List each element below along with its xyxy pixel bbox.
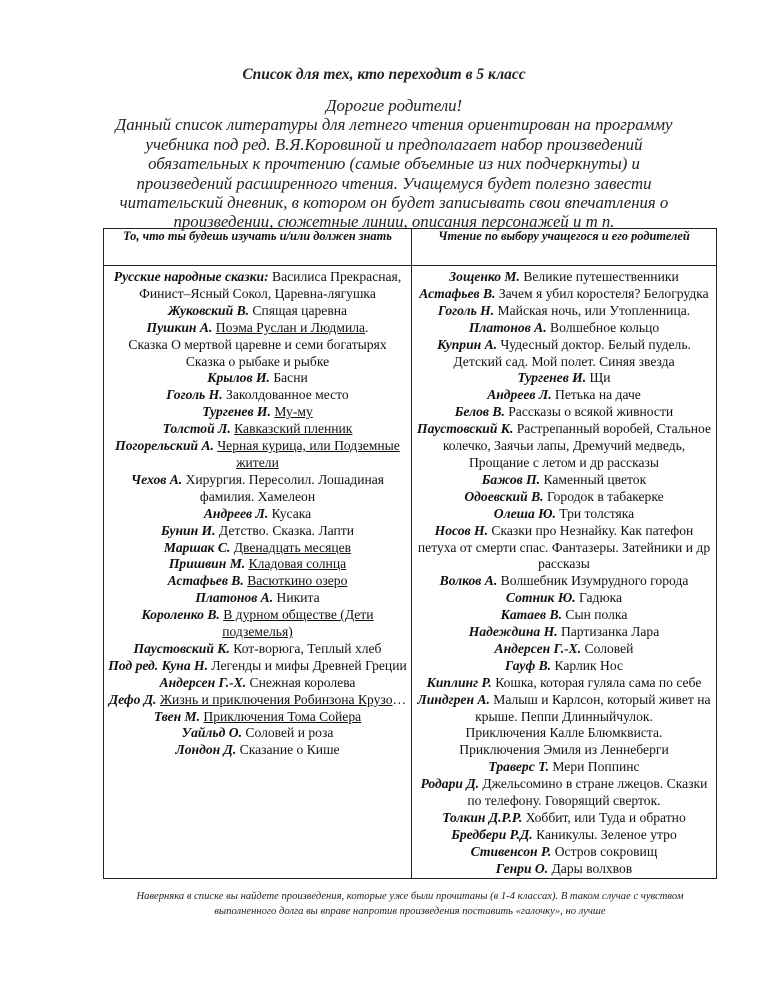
list-item (415, 692, 713, 726)
work-title: Сказка о рыбаке и рыбке (185, 353, 330, 369)
author-name: Сотник Ю. (505, 590, 576, 606)
work-title: Городок в табакерке (543, 488, 664, 504)
list-item (107, 421, 408, 438)
author-name: Паустовский К. (417, 421, 514, 437)
work-title: Чудесный доктор. Белый пудель. Детский сад. Мой полет. Синяя звезда (453, 336, 691, 369)
author-name: Носов Н. (434, 522, 488, 538)
work-title: Гадюка (575, 590, 623, 606)
required-reading-column (104, 266, 412, 879)
author-name: Стивенсон Р. (470, 843, 552, 859)
author-name: Траверс Т. (488, 759, 549, 775)
work-title: Кот-ворюга, Теплый хлеб (229, 640, 382, 656)
work-title: Никита (273, 590, 320, 606)
list-item (107, 303, 408, 320)
list-item (107, 404, 408, 421)
list-item (107, 354, 408, 371)
list-item (107, 556, 408, 573)
work-title: Приключения Эмиля из Леннеберги (459, 742, 669, 758)
author-name: Уайльд О. (181, 725, 242, 741)
author-name: Астафьев В. (419, 285, 496, 301)
work-title: Сказка О мертвой царевне и семи богатырях (128, 336, 387, 352)
author-name: Под ред. Куна Н. (108, 657, 208, 673)
header-required: То, что ты будешь изучать и/или должен знать (104, 229, 412, 266)
work-title: Майская ночь, или Утопленница. (494, 302, 691, 318)
work-title: Каменный цветок (540, 471, 647, 487)
author-name: Андерсен Г.-Х. (159, 674, 247, 690)
work-title: Кошка, которая гуляла сама по себе (491, 674, 702, 690)
author-name: Толкин Д.Р.Р. (442, 810, 523, 825)
author-name: Пришвин М. (168, 556, 246, 572)
list-item (415, 303, 713, 320)
work-title: Растрепанный воробей, Стальное колечко, Заячьи лапы, Дремучий медведь, Прощание с летом и др рассказы (442, 421, 711, 470)
list-item (415, 641, 713, 658)
required-work-title: Черная курица, или Подземные жители (217, 438, 400, 470)
required-work-title: Кладовая солнца (248, 556, 347, 572)
work-title: Щи (586, 370, 611, 386)
list-item (107, 573, 408, 590)
work-title: Мери Поппинс (549, 759, 640, 775)
required-work-title: В дурном обществе (Дети подземелья) (222, 607, 374, 640)
author-name: Жуковский В. (167, 302, 250, 318)
list-item (107, 658, 408, 675)
author-name: Чехов А. (130, 471, 183, 487)
list-item (415, 320, 713, 337)
required-work-title: Му-му (274, 404, 313, 420)
list-item (415, 269, 713, 286)
list-item (415, 404, 713, 421)
author-name: Короленко В. (141, 607, 220, 623)
list-item (415, 387, 713, 404)
author-name: Катаев В. (500, 607, 562, 623)
list-item (107, 540, 408, 557)
list-item (415, 523, 713, 574)
optional-reading-column (412, 266, 717, 879)
work-title: Снежная королева (246, 674, 356, 690)
list-item (415, 776, 713, 810)
work-title: Соловей (581, 640, 634, 656)
author-name: Киплинг Р. (426, 674, 492, 690)
list-item (415, 573, 713, 590)
footer-note (110, 890, 710, 919)
work-title: Сказки про Незнайку. Как патефон петуха от смерти спас. Фантазеры. Затейники и др рассказы (417, 522, 711, 572)
work-title: Детство. Сказка. Лапти (215, 522, 355, 538)
header-optional: Чтение по выбору учащегося и его родителей (412, 229, 717, 266)
author-name: Твен М. (153, 708, 201, 724)
table-body-row (104, 266, 717, 879)
list-item (415, 658, 713, 675)
author-name: Толстой Л. (162, 421, 231, 437)
list-item (107, 709, 408, 726)
intro-paragraph: Данный список литературы для летнего чтения ориентирован на программу учебника под ред. В.Я.Коровиной и предполагает набор произведений обязательных к прочтению (самые объемные из них подчеркнуты) и произведений расширенного чтения. Учащемуся будет полезно завести читательский дневник, в котором он будет записывать свои впечатления о произведении, сюжетные линии, описания персонажей и т п. (115, 115, 673, 232)
author-name: Генри О. (495, 860, 549, 876)
list-item (107, 320, 408, 337)
author-name: Бажов П. (481, 471, 541, 487)
list-item (107, 641, 408, 658)
work-title: Кусака (268, 505, 312, 521)
author-name: Пушкин А. (146, 319, 213, 335)
work-title: Дары волхвов (548, 860, 633, 876)
author-name: Гоголь Н. (166, 387, 223, 403)
work-title: Карлик Нос (551, 657, 624, 673)
list-item (415, 810, 713, 827)
list-item (415, 590, 713, 607)
author-name: Зощенко М. (449, 269, 520, 284)
list-item (107, 472, 408, 506)
required-work-title: Кавказский пленник (234, 421, 353, 437)
author-name: Гауф В. (504, 657, 552, 673)
list-item (107, 269, 408, 303)
intro-block (104, 96, 684, 232)
author-name: Тургенев И. (202, 404, 271, 420)
author-name: Крылов И. (207, 370, 270, 386)
author-name: Белов В. (454, 404, 505, 420)
work-title: Рассказы о всякой живности (504, 404, 674, 420)
work-title: Приключения Калле Блюмквиста. (465, 725, 663, 741)
work-title: Каникулы. Зеленое утро (532, 826, 677, 842)
list-item (415, 725, 713, 742)
list-item (415, 742, 713, 759)
work-title: Заколдованное место (222, 387, 349, 403)
work-title: Петька на даче (551, 387, 641, 403)
required-work-title: Приключения Тома Сойера (203, 708, 362, 724)
list-item (107, 337, 408, 354)
list-item (415, 489, 713, 506)
list-item (107, 607, 408, 641)
work-title: Басни (269, 370, 308, 386)
author-name: Паустовский К. (133, 640, 230, 656)
list-item (415, 286, 713, 303)
list-item (415, 421, 713, 472)
list-item (107, 590, 408, 607)
list-item (107, 523, 408, 540)
work-title: Остров сокровищ (551, 843, 658, 859)
list-item (107, 692, 408, 709)
list-item (107, 725, 408, 742)
list-item (415, 624, 713, 641)
greeting: Дорогие родители! (325, 96, 463, 115)
author-name: Тургенев И. (517, 370, 587, 386)
work-title: Легенды и мифы Древней Греции (207, 657, 407, 673)
author-name: Астафьев В. (167, 573, 244, 589)
work-title: Малыш и Карлсон, который живет на крыше. Пеппи Длинныйчулок. (475, 691, 711, 724)
work-title: Сказание о Кише (236, 742, 340, 758)
work-title: Великие путешественники (519, 269, 679, 284)
author-name: Русские народные сказки: (113, 269, 269, 284)
footer-text: Наверняка в списке вы найдете произведения, которые уже были прочитаны (в 1-4 классах). В таком случае с чувством выполненного долга вы вправе напротив произведения поставить «галочку», но лучше (136, 891, 684, 917)
list-item (415, 675, 713, 692)
author-name: Лондон Д. (175, 742, 237, 758)
list-item (415, 827, 713, 844)
document-title: Список для тех, кто переходит в 5 класс (242, 66, 526, 83)
list-item (415, 370, 713, 387)
work-title: … (392, 691, 407, 707)
work-title: Спящая царевна (249, 302, 348, 318)
list-item (107, 506, 408, 523)
author-name: Платонов А. (468, 319, 547, 335)
work-title: . (365, 319, 369, 335)
reading-list-table (103, 228, 717, 879)
author-name: Бредбери Р.Д. (451, 826, 533, 842)
required-work-title: Поэма Руслан и Людмила (215, 319, 366, 335)
author-name: Платонов А. (195, 590, 274, 606)
required-work-title: Васюткино озеро (247, 573, 348, 589)
list-item (415, 472, 713, 489)
required-work-title: Жизнь и приключения Робинзона Крузо (159, 691, 393, 707)
work-title: Сын полка (561, 607, 628, 623)
list-item (415, 337, 713, 371)
list-item (415, 844, 713, 861)
list-item (415, 759, 713, 776)
author-name: Одоевский В. (464, 488, 544, 504)
work-title: Волшебное кольцо (546, 319, 660, 335)
work-title: Соловей и роза (241, 725, 334, 741)
author-name: Андерсен Г.-Х. (494, 640, 582, 656)
list-item (107, 742, 408, 759)
list-item (107, 675, 408, 692)
list-item (107, 438, 408, 472)
work-title: Хоббит, или Туда и обратно (522, 810, 686, 825)
author-name: Андреев Л. (203, 505, 269, 521)
author-name: Волков А. (439, 573, 498, 589)
work-title: Джельсомино в стране лжецов. Сказки по телефону. Говорящий сверток. (467, 776, 708, 809)
author-name: Бунин И. (160, 522, 216, 538)
author-name: Линдгрен А. (417, 691, 490, 707)
author-name: Дефо Д. (108, 691, 157, 707)
author-name: Родари Д. (420, 776, 480, 792)
work-title: Зачем я убил коростеля? Белогрудка (495, 285, 709, 301)
list-item (107, 387, 408, 404)
author-name: Гоголь Н. (437, 302, 495, 318)
author-name: Олеша Ю. (493, 505, 556, 521)
work-title: Три толстяка (555, 505, 635, 521)
required-work-title: Двенадцать месяцев (233, 539, 352, 555)
work-title: Василиса Прекрасная, Финист–Ясный Сокол, Царевна-лягушка (139, 269, 402, 301)
list-item (415, 607, 713, 624)
list-item (415, 506, 713, 523)
list-item (415, 861, 713, 878)
work-title: Волшебник Изумрудного города (497, 573, 689, 589)
author-name: Андреев Л. (487, 387, 552, 403)
table-header-row (104, 229, 717, 266)
author-name: Куприн А. (437, 336, 498, 352)
list-item (107, 370, 408, 387)
author-name: Надеждина Н. (468, 624, 558, 640)
author-name: Погорельский А. (115, 438, 214, 454)
work-title: Хирургия. Пересолил. Лошадиная фамилия. Хамелеон (182, 471, 385, 504)
work-title: Партизанка Лара (557, 624, 660, 640)
author-name: Маршак С. (163, 539, 231, 555)
